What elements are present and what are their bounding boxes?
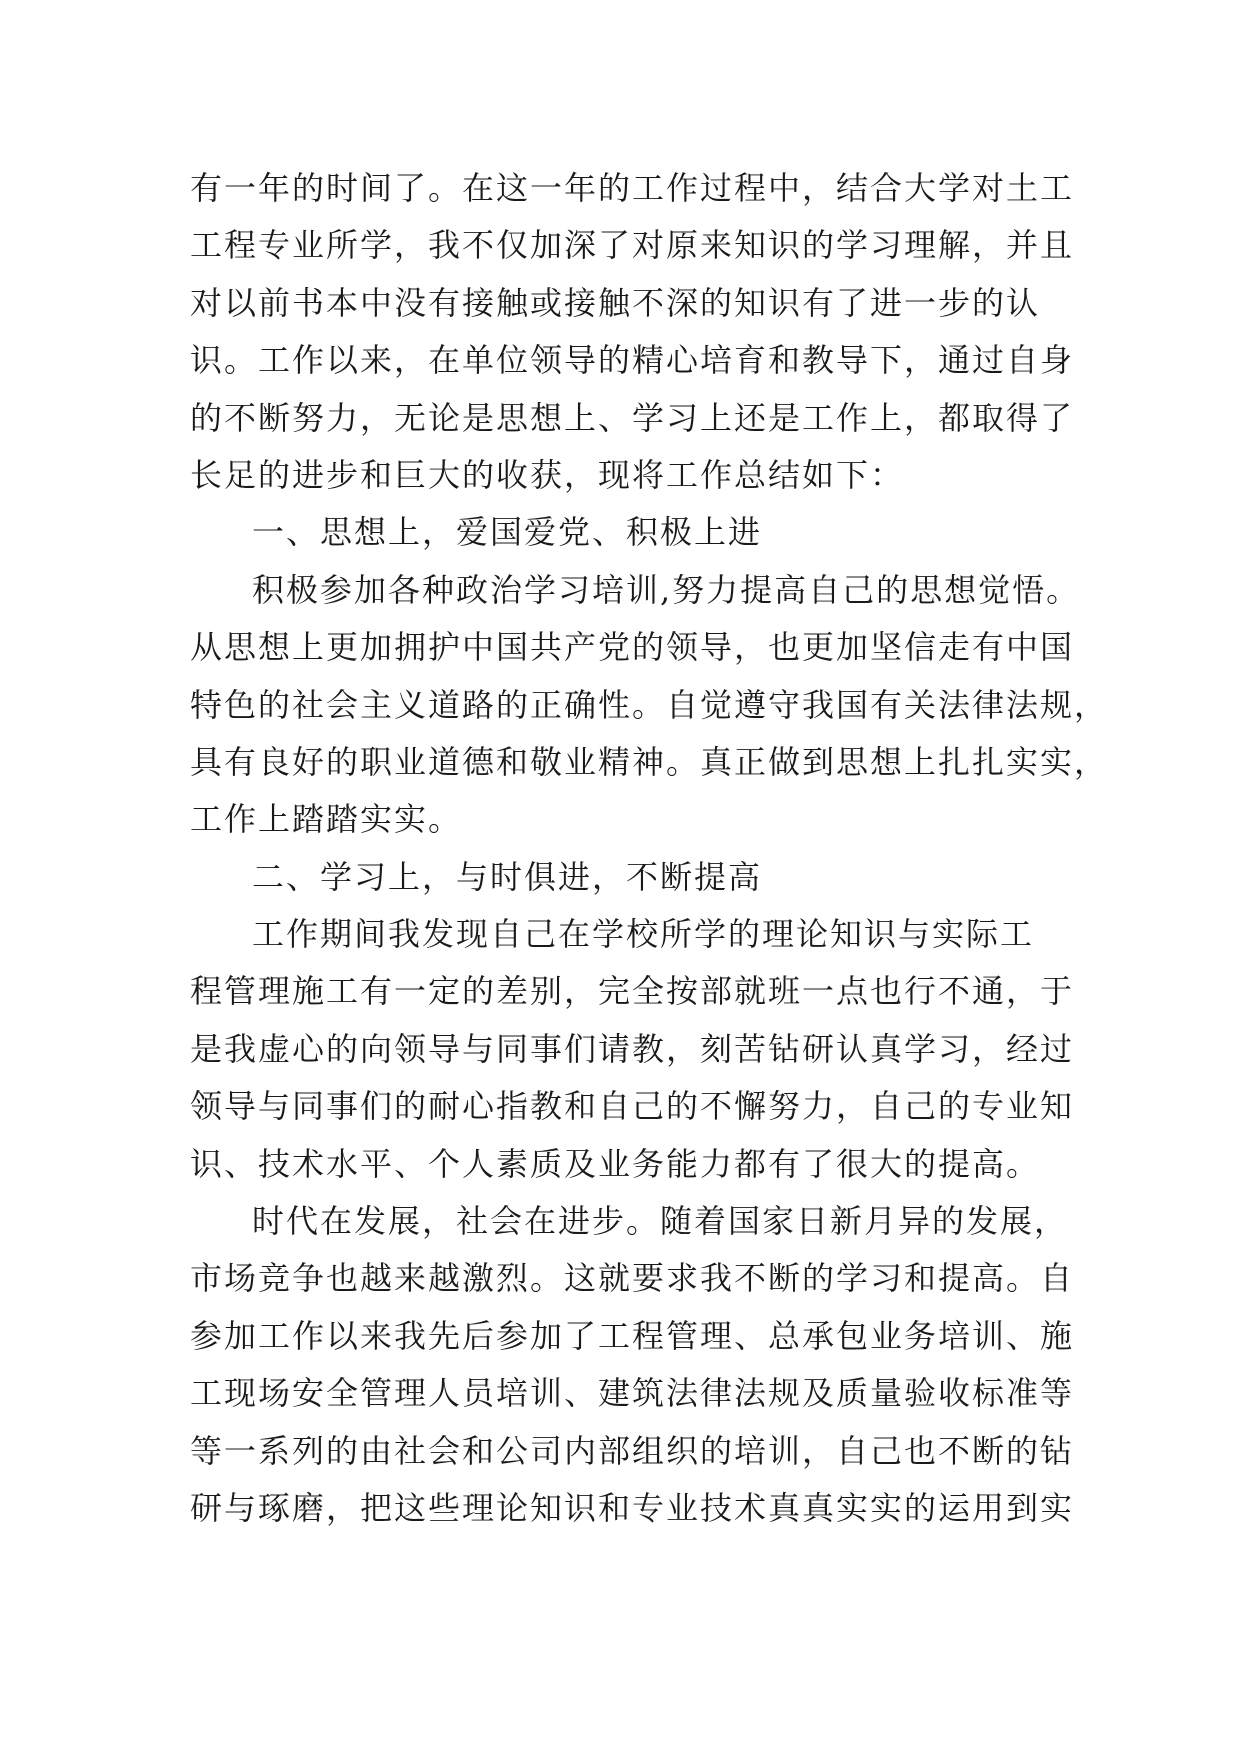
text-line: 识。工作以来，在单位领导的精心培育和教导下，通过自身: [190, 341, 1075, 380]
section-heading-study: 二、学习上，与时俱进，不断提高: [252, 857, 763, 896]
text-line: 是我虚心的向领导与同事们请教，刻苦钻研认真学习，经过: [190, 1029, 1075, 1068]
section-heading-thought: 一、思想上，爱国爱党、积极上进: [252, 513, 763, 552]
text-line: 从思想上更加拥护中国共产党的领导，也更加坚信走有中国: [190, 628, 1075, 667]
text-line: 特色的社会主义道路的正确性。自觉遵守我国有关法律法规，: [190, 685, 1109, 724]
text-line: 的不断努力，无论是思想上、学习上还是工作上，都取得了: [190, 398, 1075, 437]
text-line: 具有良好的职业道德和敬业精神。真正做到思想上扎扎实实，: [190, 742, 1109, 781]
text-line: 研与琢磨，把这些理论知识和专业技术真真实实的运用到实: [190, 1488, 1075, 1527]
text-line: 工作期间我发现自己在学校所学的理论知识与实际工: [252, 915, 1035, 954]
document-body: [190, 160, 1109, 1537]
text-line: 工现场安全管理人员培训、建筑法律法规及质量验收标准等: [190, 1374, 1075, 1413]
text-line: 程管理施工有一定的差别，完全按部就班一点也行不通，于: [190, 972, 1075, 1011]
text-line: 工程专业所学，我不仅加深了对原来知识的学习理解，并且: [190, 226, 1075, 265]
text-line: 有一年的时间了。在这一年的工作过程中，结合大学对土工: [190, 169, 1075, 207]
text-line: 识、技术水平、个人素质及业务能力都有了很大的提高。: [190, 1144, 1041, 1183]
text-line: 等一系列的由社会和公司内部组织的培训，自己也不断的钻: [190, 1431, 1075, 1470]
text-line: 时代在发展，社会在进步。随着国家日新月异的发展，: [252, 1202, 1069, 1241]
text-line: 领导与同事们的耐心指教和自己的不懈努力，自己的专业知: [190, 1087, 1075, 1126]
text-line: 对以前书本中没有接触或接触不深的知识有了进一步的认: [190, 283, 1041, 322]
text-line: 参加工作以来我先后参加了工程管理、总承包业务培训、施: [190, 1316, 1075, 1355]
text-line: 工作上踏踏实实。: [190, 800, 463, 839]
text-line: 市场竞争也越来越激烈。这就要求我不断的学习和提高。自: [190, 1259, 1075, 1298]
text-line: 积极参加各种政治学习培训,努力提高自己的思想觉悟。: [252, 570, 1081, 609]
text-line: 长足的进步和巨大的收获，现将工作总结如下：: [190, 455, 905, 494]
